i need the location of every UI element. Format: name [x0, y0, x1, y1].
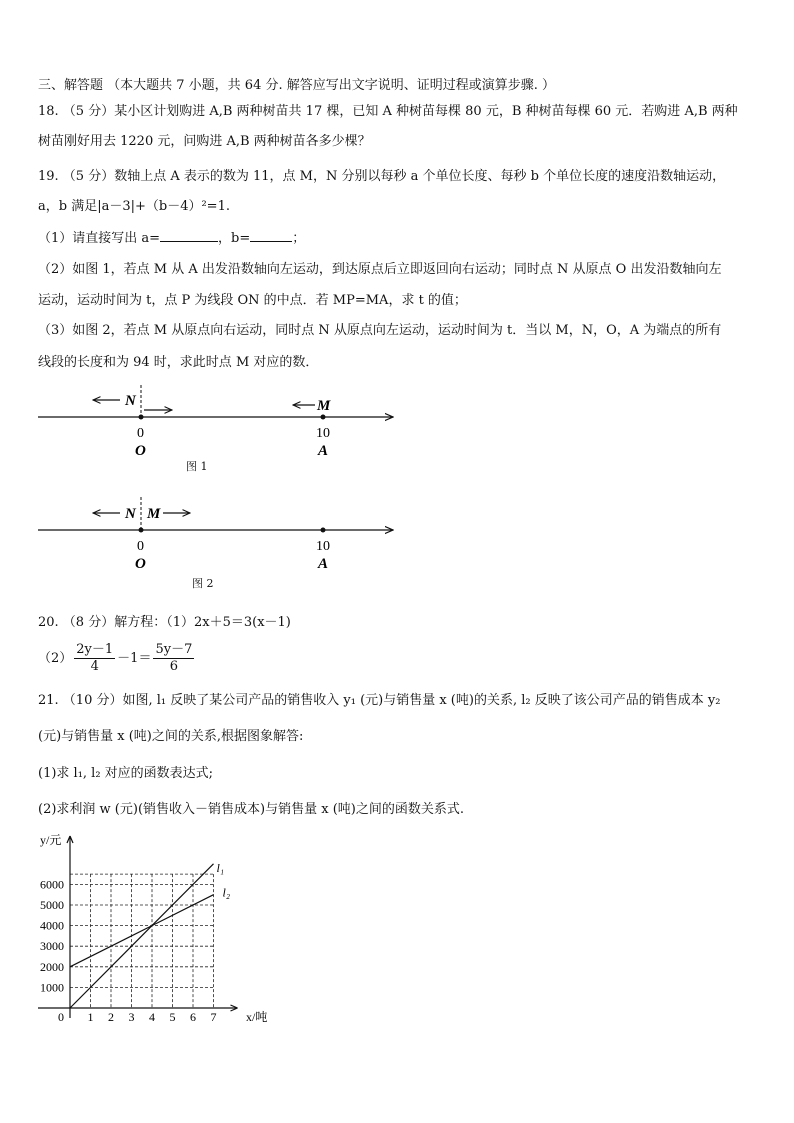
x-tick-label: 3	[128, 1010, 135, 1024]
chart-axes	[38, 836, 238, 1018]
q20-part2-prefix: （2）	[38, 651, 73, 666]
y-tick-label: 2000	[40, 959, 64, 974]
q21-line2: (元)与销售量 x (吨)之间的关系,根据图象解答:	[38, 729, 304, 744]
point-A-label: A	[318, 556, 329, 572]
x-tick-label: 0	[58, 1010, 64, 1024]
answer-blank-a[interactable]	[160, 229, 218, 242]
label-N: N	[125, 506, 136, 522]
series-label-2: l₂	[222, 885, 231, 900]
q19-part2-line2: 运动，运动时间为 t，点 P 为线段 ON 的中点．若 MP=MA，求 t 的值；	[38, 293, 467, 308]
fraction-left	[74, 642, 115, 675]
fraction-right-denominator: 6	[169, 659, 179, 674]
sales-chart	[30, 828, 280, 1028]
point-O-dot	[139, 528, 144, 533]
y-tick-label: 6000	[40, 877, 64, 892]
chart-series	[70, 861, 230, 1008]
x-tick-label: 6	[190, 1010, 196, 1024]
point-O-label: O	[135, 556, 146, 572]
point-O-label: O	[135, 443, 146, 459]
point-A-dot	[321, 415, 326, 420]
q21-line1: 21. （10 分）如图, l₁ 反映了某公司产品的销售收入 y₁ (元)与销售量 x (吨)的关系, l₂ 反映了该公司产品的销售成本 y₂	[38, 693, 721, 708]
x-tick-label: 5	[169, 1010, 176, 1024]
x-tick-label: 4	[149, 1010, 155, 1024]
q19-part1-b-label: ，b=	[218, 231, 251, 246]
tick-label-0: 0	[137, 426, 144, 441]
label-M: M	[147, 506, 161, 522]
x-tick-label: 1	[87, 1010, 94, 1024]
q19-line1: 19. （5 分）数轴上点 A 表示的数为 11，点 M，N 分别以每秒 a 个单位长度、每秒 b 个单位长度的速度沿数轴运动，	[38, 169, 726, 184]
series-label-1: l₁	[216, 860, 225, 875]
point-A-dot	[321, 528, 326, 533]
q19-part1-a-label: （1）请直接写出 a=	[38, 231, 161, 246]
fraction-left-denominator: 4	[90, 659, 99, 674]
chart-grid	[70, 874, 214, 1008]
q20-part2	[38, 641, 196, 677]
q19-part1	[38, 229, 305, 248]
fraction-left-numerator: 2y－1	[76, 642, 114, 657]
y-tick-label: 3000	[40, 939, 64, 954]
y-tick-label: 4000	[40, 918, 64, 933]
tick-label-0: 0	[137, 539, 144, 554]
q19-part1-end: ；	[292, 231, 306, 246]
figure-2-caption: 图 2	[192, 577, 214, 590]
label-N: N	[125, 393, 136, 409]
q20-line1: 20. （8 分）解方程：（1）2x＋5＝3(x－1)	[38, 615, 291, 630]
y-axis-label: y/元	[40, 833, 62, 847]
x-tick-label: 7	[210, 1010, 217, 1024]
series-line-2	[70, 895, 214, 967]
y-tick-label: 1000	[40, 980, 64, 995]
q21-line3: (1)求 l₁, l₂ 对应的函数表达式;	[38, 766, 214, 781]
section-header: 三、解答题 （本大题共 7 小题，共 64 分. 解答应写出文字说明、证明过程或演算步骤. ）	[38, 78, 556, 93]
q21-line4: (2)求利润 w (元)(销售收入－销售成本)与销售量 x (吨)之间的函数关系式.	[38, 802, 464, 817]
q18-line2: 树苗刚好用去 1220 元，问购进 A,B 两种树苗各多少棵？	[38, 134, 371, 149]
fraction-right-numerator: 5y－7	[155, 642, 193, 657]
q19-part3-line2: 线段的长度和为 94 时，求此时点 M 对应的数．	[38, 355, 319, 370]
chart-ticks	[40, 877, 217, 1024]
q19-line2: a，b 满足|a－3|+（b－4）²=1.	[38, 199, 230, 214]
point-O-dot	[139, 415, 144, 420]
figure-1-caption: 图 1	[186, 460, 208, 473]
number-line-figure-1	[0, 385, 420, 460]
tick-label-10: 10	[316, 539, 330, 554]
label-M: M	[317, 398, 331, 414]
q19-part2-line1: （2）如图 1，若点 M 从 A 出发沿数轴向左运动，到达原点后立即返回向右运动；同时点 N 从原点 O 出发沿数轴向左	[38, 262, 722, 277]
x-tick-label: 2	[108, 1010, 114, 1024]
q19-part3-line1: （3）如图 2，若点 M 从原点向右运动，同时点 N 从原点向左运动，运动时间为 t．当以 M，N，O，A 为端点的所有	[38, 323, 722, 338]
q18-line1: 18. （5 分）某小区计划购进 A,B 两种树苗共 17 棵，已知 A 种树苗每棵 80 元，B 种树苗每棵 60 元．若购进 A,B 两种	[38, 104, 738, 119]
point-A-label: A	[318, 443, 329, 459]
series-line-1	[70, 864, 214, 1008]
y-tick-label: 5000	[40, 898, 64, 912]
q20-middle: －1＝	[117, 651, 152, 666]
x-axis-label: x/吨	[246, 1010, 268, 1024]
number-line-figure-2	[0, 497, 420, 572]
tick-label-10: 10	[316, 426, 330, 441]
fraction-right	[153, 642, 194, 675]
answer-blank-b[interactable]	[250, 229, 292, 242]
